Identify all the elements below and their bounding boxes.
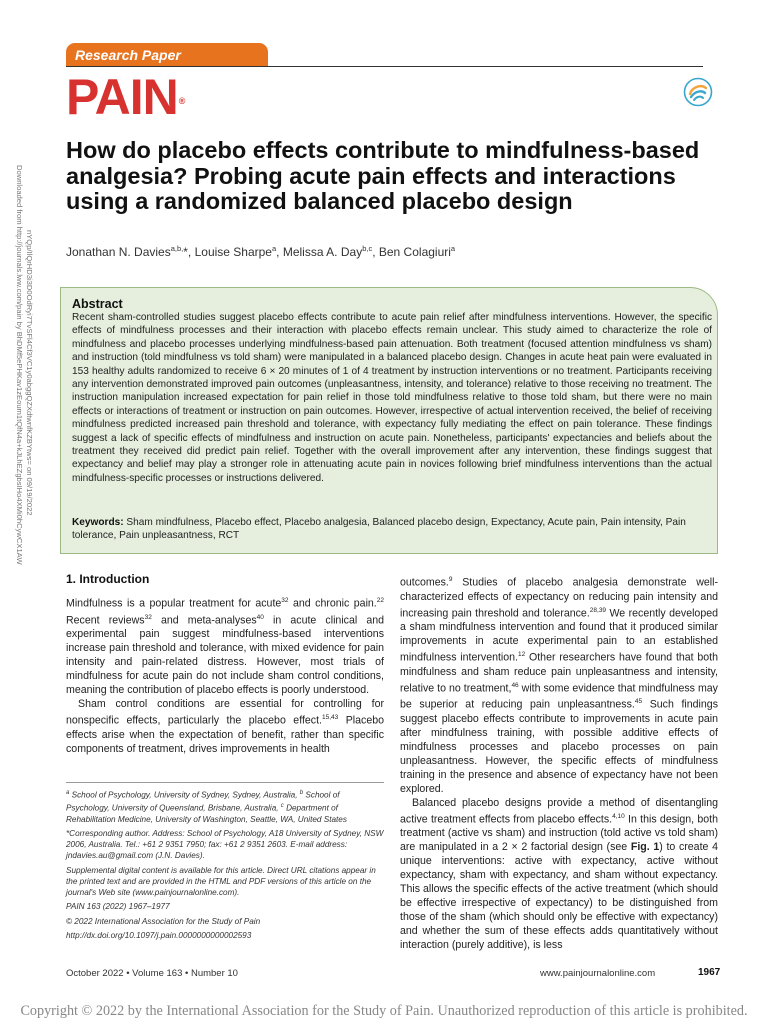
author-affiliation: a <box>271 244 277 253</box>
citation-superscript: 22 <box>376 597 384 604</box>
keywords-label: Keywords: <box>72 517 124 528</box>
author-separator: , <box>187 245 195 259</box>
text-run: Balanced placebo designs provide a method of disentangling active treatment effects from placebo effects. <box>400 796 718 826</box>
intro-column-left <box>66 594 384 756</box>
author-separator: , <box>276 245 283 259</box>
citation-superscript: 40 <box>256 613 264 621</box>
body-paragraph <box>400 573 718 796</box>
citation-superscript: 9 <box>448 576 453 583</box>
text-run: We recently developed a sham mindfulness intervention and found that it produced similar improvements in acute experimental pain to an established mindfulness intervention. <box>400 607 719 664</box>
text-run: in acute clinical and experimental pain suggest mindfulness-based interventions increase pain threshold and tolerance, with mixed evidence for pain intensity and pain-related distress. However, most trials of mindfulness for acute pain do not include sham control conditions, meaning the contribution of placebo effects is poorly understood. <box>66 614 385 697</box>
author-name: Louise Sharpe <box>194 245 272 259</box>
text-run: Placebo effects arise when the expectation of benefit, rather than specific components of treatment, drives improvements in health <box>66 714 384 755</box>
text-run: © 2022 International Association for the Study of Pain <box>66 916 261 926</box>
text-run: Supplemental digital content is available for this article. Direct URL citations appear in the printed text and are provided in the HTML and PDF versions of this article on the journal's Web site (www.painjournalonline.com). <box>66 865 376 898</box>
copyright-notice: Copyright © 2022 by the International Association for the Study of Pain. Unauthorized reproduction of this article is prohibited. <box>20 1003 748 1019</box>
author-name: Jonathan N. Davies <box>66 245 171 259</box>
citation-superscript: c <box>280 802 284 809</box>
journal-logo <box>66 69 185 125</box>
citation-superscript: 15,43 <box>321 714 339 722</box>
citation-superscript: 46 <box>511 681 519 689</box>
issue-info: October 2022 • Volume 163 • Number 10 <box>66 968 238 979</box>
abstract-heading: Abstract <box>72 297 123 311</box>
citation-superscript: b <box>299 790 304 796</box>
footnote <box>66 930 384 941</box>
intro-column-right <box>400 573 718 952</box>
author-name: Melissa A. Day <box>282 245 363 259</box>
text-run: with some evidence that mindfulness may be superior at reducing pain unpleasantness. <box>400 682 718 711</box>
page-number: 1967 <box>698 967 721 978</box>
author-separator: , <box>372 245 379 259</box>
footnote <box>66 901 384 912</box>
section-label: Research Paper <box>66 43 268 67</box>
footnotes <box>66 788 384 944</box>
sidebar-download-line2: nYQp/IlQrHD3i3D0OdRyi7TvSFl4Cf3VC1y0abggQZXdtwnfKZBYtws= on 09/19/2022 <box>25 230 34 516</box>
body-paragraph <box>66 697 384 756</box>
footnote <box>66 865 384 899</box>
citation-superscript: a <box>66 790 70 796</box>
body-paragraph <box>400 796 718 953</box>
text-run: and meta-analyses <box>151 614 257 627</box>
body-paragraph <box>66 594 384 697</box>
text-run: Department of Rehabilitation Medicine, University of Washington, Seattle, WA, United States <box>66 803 347 824</box>
text-run: Other researchers have found that both mindfulness and sham reduce pain unpleasantness and intensity, relative to no treatment, <box>400 651 718 695</box>
author-list <box>66 244 716 259</box>
text-run: and chronic pain. <box>288 597 377 610</box>
citation-superscript: 32 <box>281 597 289 604</box>
text-run: School of Psychology, University of Queensland, Brisbane, Australia, <box>66 790 340 813</box>
author-affiliation: a,b, <box>170 244 184 253</box>
header-rule <box>66 66 703 67</box>
author-affiliation: b,c <box>362 244 373 253</box>
article-title: How do placebo effects contribute to mindfulness-based analgesia? Probing acute pain effects and interactions using a randomized balanced placebo design <box>66 137 700 214</box>
text-run: http://dx.doi.org/10.1097/j.pain.0000000000002593 <box>66 930 252 940</box>
journal-logo-text: PAIN <box>66 69 178 125</box>
journal-website[interactable]: www.painjournalonline.com <box>540 968 656 979</box>
text-run: In this design, both treatment (active vs sham) and instruction (told active vs told sham) are manipulated in a 2 × 2 factorial design (see <box>400 813 718 854</box>
footnote <box>66 828 384 862</box>
download-sidebar <box>14 165 34 620</box>
author-name: Ben Colagiuri <box>378 245 451 259</box>
journal-logo-mark: ® <box>178 96 185 106</box>
text-run: Mindfulness is a popular treatment for acute <box>66 597 282 610</box>
footnote-rule <box>66 782 384 783</box>
keywords-list: Sham mindfulness, Placebo effect, Placebo analgesia, Balanced placebo design, Expectancy, Acute pain, Pain intensity, Pain tolerance, Pain unpleasantness, RCT <box>72 517 686 542</box>
text-run: Recent reviews <box>66 614 145 627</box>
author-affiliation: a <box>450 244 456 253</box>
text-run: Sham control conditions are essential for controlling for nonspecific effects, particularly the placebo effect. <box>66 698 384 727</box>
crossmark-icon[interactable] <box>683 77 713 107</box>
text-run: ) to create 4 unique interventions: active with expectancy, active without expectancy, sham with expectancy, and sham without expectancy. This allows the specific effects of the active treatment (which should be effective irrespective of expectancy) to be distinguished from those of the sham (which should only be effective with expectancy) and whether the sum of these effects adds quantitatively without interaction (purely additive), is less <box>400 841 718 952</box>
figure-reference: Fig. 1 <box>630 841 660 854</box>
citation-superscript: 4,10 <box>612 812 625 820</box>
citation-superscript: 45 <box>634 698 643 706</box>
text-run: Studies of placebo analgesia demonstrate well-characterized effects of expectancy on reducing pain intensity and increasing pain threshold and tolerance. <box>400 576 718 620</box>
text-run: outcomes. <box>400 576 449 589</box>
corresponding-mark: * <box>183 245 188 259</box>
footnote <box>66 916 384 927</box>
citation-superscript: 32 <box>144 613 152 621</box>
citation-superscript: 12 <box>518 651 526 659</box>
text-run: School of Psychology, University of Sydney, Sydney, Australia, <box>69 790 300 800</box>
footnote <box>66 788 384 825</box>
text-run: PAIN 163 (2022) 1967–1977 <box>66 902 170 912</box>
citation-superscript: 28,39 <box>589 606 607 614</box>
introduction-heading: 1. Introduction <box>66 572 150 586</box>
text-run: *Corresponding author. Address: School of Psychology, A18 University of Sydney, NSW 2006, Australia. Tel.: +61 2 9351 7950; fax: +61 2 9351 2603. E-mail address: jndavies.au@gmail.com (J.N. Davies). <box>66 829 384 861</box>
sidebar-download-line1: Downloaded from http://journals.lww.com/pain by BhDMf5ePHKav1zEoum1tQfN4a+kJLhEZgbsIHo4XMi0hCywCX1AW <box>15 165 24 565</box>
keywords <box>72 516 712 543</box>
abstract-text: Recent sham-controlled studies suggest placebo effects contribute to acute pain relief after mindfulness interventions. However, the specific effects of mindfulness processes and their interaction with placebo effects remain unclear. This study aimed to characterize the role of mindfulness and placebo processes underlying mindfulness-based pain attenuation. Both treatment (focused attention mindfulness vs sham) and instruction (told mindfulness vs told sham) were manipulated in a balanced placebo design. Changes in acute heat pain were evaluated in 153 healthy adults randomized to receive 6 × 20 minutes of 1 of 4 treatment by instruction interventions or no treatment. Participants receiving any intervention demonstrated improved pain outcomes (unpleasantness, intensity, and tolerance) relative to those receiving no treatment. The instruction manipulation increased expectation for pain relief in those told mindfulness relative to those told sham, but there were no main effects or interactions of treatment or instruction on pain outcomes. However, irrespective of actual intervention received, the belief of receiving mindfulness predicted increased pain threshold and tolerance, with expectancy fully mediating the effect on pain tolerance. These findings suggest a lack of specific effects of mindfulness and instruction on acute pain. Nonetheless, participants' expectancies and beliefs about the treatment they received did predict pain relief. Together with the overall improvement after any intervention, these findings suggest that expectancy and belief may play a stronger role in attenuating acute pain in novices following brief mindfulness interventions than the actual mindfulness-specific processes or instructions delivered. <box>72 312 712 484</box>
text-run: Such findings suggest placebo effects contribute to improvements in acute pain after mindfulness training, with possible additive effects of mindfulness processes and placebo processes on pain unpleasantness. However, the specific effects of mindfulness training in the presence and absence of expectancy have not been explored. <box>400 698 718 795</box>
